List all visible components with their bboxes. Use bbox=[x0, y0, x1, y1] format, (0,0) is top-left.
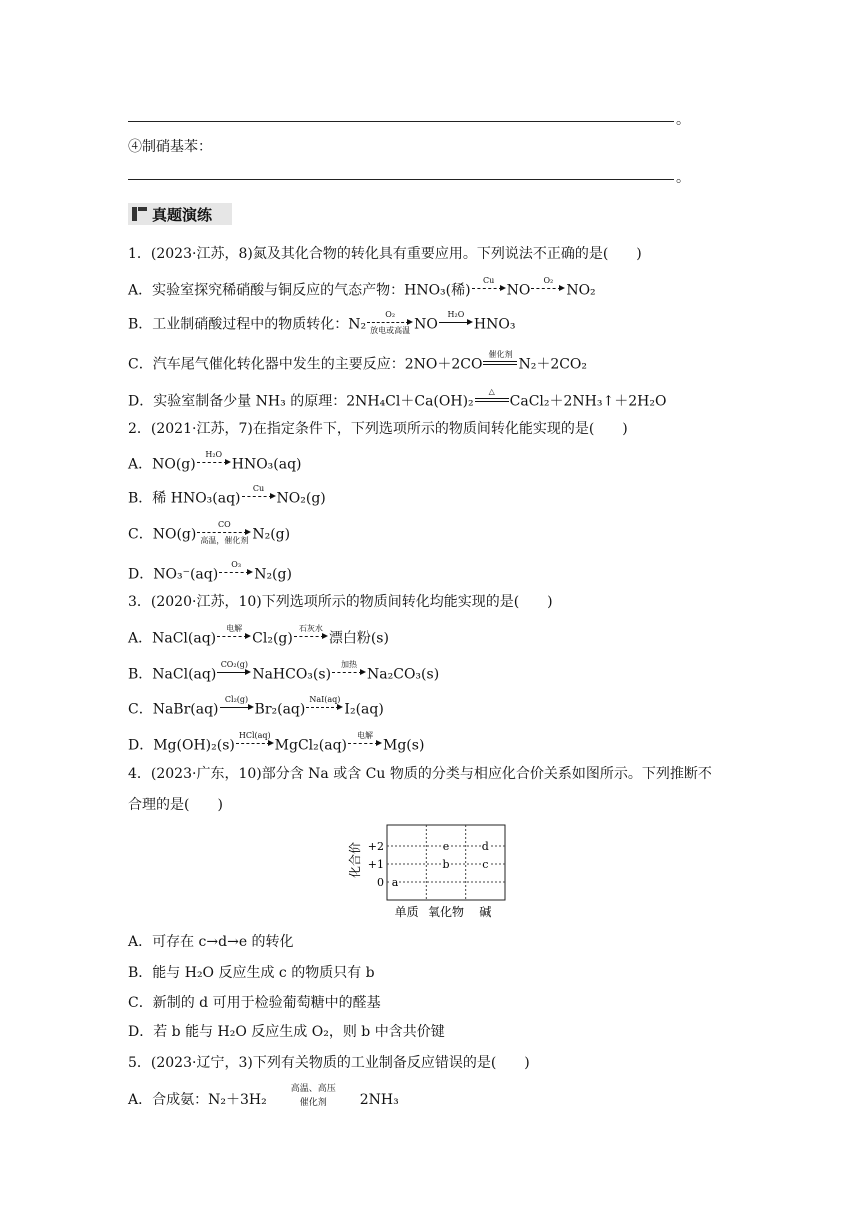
q2-option-a[interactable]: A．NO(g) H₂O HNO₃(aq) bbox=[128, 452, 302, 477]
q5-option-a[interactable]: A．合成氨：N₂＋3H₂ 高温、高压 催化剂 2NH₃ bbox=[128, 1084, 399, 1108]
section-header bbox=[128, 203, 232, 225]
reaction-arrow: O₂ 放电或高温 bbox=[367, 310, 413, 335]
valence-chart bbox=[347, 820, 512, 920]
answer-blank-line[interactable] bbox=[128, 179, 674, 180]
chart-yticks bbox=[368, 840, 384, 889]
reaction-arrow: HCl(aq) bbox=[236, 731, 274, 756]
q4-option-b[interactable]: B．能与 H₂O 反应生成 c 的物质只有 b bbox=[128, 965, 375, 981]
q3-option-b[interactable]: B．NaCl(aq) CO₂(g) NaHCO₃(s) 加热 Na₂CO₃(s) bbox=[128, 662, 439, 687]
reaction-arrow: Cu bbox=[242, 484, 276, 509]
chart-xtick-label: 氧化物 bbox=[427, 905, 465, 919]
q2-option-d[interactable]: D．NO₃⁻(aq) O₃ N₂(g) bbox=[128, 562, 292, 587]
section-bar-icon bbox=[132, 207, 148, 221]
period-mark: 。 bbox=[676, 170, 690, 186]
chart-ytick-label: 0 bbox=[377, 876, 384, 889]
reaction-arrow: CO₂(g) bbox=[217, 660, 251, 685]
q5-stem: 5．(2023·辽宁，3)下列有关物质的工业制备反应错误的是( ) bbox=[128, 1055, 530, 1071]
answer-blank-line[interactable] bbox=[128, 121, 674, 122]
q4-option-a[interactable]: A．可存在 c→d→e 的转化 bbox=[128, 934, 294, 950]
reaction-arrow: O₃ bbox=[219, 560, 253, 585]
q4-item-label: ④制硝基苯： bbox=[128, 139, 212, 155]
q4-stem-cont: 合理的是( ) bbox=[128, 797, 223, 813]
reaction-arrow: 石灰水 bbox=[294, 624, 328, 649]
reaction-condition: 高温、高压 催化剂 bbox=[290, 1084, 336, 1108]
chart-ytick-label: +1 bbox=[367, 858, 384, 871]
reaction-arrow: O₂ bbox=[531, 276, 565, 301]
q3-stem: 3．(2020·江苏，10)下列选项所示的物质间转化均能实现的是( ) bbox=[128, 594, 553, 610]
chart-point-c: c bbox=[482, 858, 489, 871]
q1-option-b[interactable]: B．工业制硝酸过程中的物质转化：N₂ O₂ 放电或高温 NO H₂O HNO₃ bbox=[128, 310, 516, 335]
reaction-arrow: NaI(aq) bbox=[306, 695, 343, 720]
q1-option-d[interactable]: D．实验室制备少量 NH₃ 的原理：2NH₄Cl＋Ca(OH)₂ △ CaCl₂＋2NH₃↑＋2H₂O bbox=[128, 389, 666, 414]
reaction-arrow: H₂O bbox=[197, 450, 231, 475]
reaction-arrow: 电解 bbox=[348, 731, 382, 756]
equals-sign-icon: △ bbox=[475, 387, 509, 412]
q3-option-a[interactable]: A．NaCl(aq) 电解 Cl₂(g) 石灰水 漂白粉(s) bbox=[128, 626, 389, 651]
q1-option-a[interactable]: A．实验室探究稀硝酸与铜反应的气态产物：HNO₃(稀) Cu NO O₂ NO₂ bbox=[128, 278, 596, 303]
chart-xticks bbox=[395, 904, 492, 919]
reaction-arrow: Cu bbox=[472, 276, 506, 301]
reaction-arrow: H₂O bbox=[439, 310, 473, 335]
q4-stem: 4．(2023·广东，10)部分含 Na 或含 Cu 物质的分类与相应化合价关系如图所示。下列推断不 bbox=[128, 766, 712, 782]
period-mark: 。 bbox=[676, 112, 690, 128]
reaction-arrow: Cl₂(g) bbox=[220, 695, 254, 720]
equals-sign-icon: 催化剂 bbox=[483, 350, 517, 375]
q3-option-d[interactable]: D．Mg(OH)₂(s) HCl(aq) MgCl₂(aq) 电解 Mg(s) bbox=[128, 733, 424, 758]
q1-stem: 1．(2023·江苏，8)氮及其化合物的转化具有重要应用。下列说法不正确的是( ) bbox=[128, 246, 642, 262]
reaction-arrow: 电解 bbox=[217, 624, 251, 649]
q2-option-c[interactable]: C．NO(g) CO 高温，催化剂 N₂(g) bbox=[128, 520, 291, 545]
chart-point-a: a bbox=[391, 876, 399, 889]
q2-option-b[interactable]: B．稀 HNO₃(aq) Cu NO₂(g) bbox=[128, 486, 326, 511]
q1-option-c[interactable]: C．汽车尾气催化转化器中发生的主要反应：2NO＋2CO 催化剂 N₂＋2CO₂ bbox=[128, 352, 587, 377]
chart-point-e: e bbox=[442, 840, 450, 853]
q3-option-c[interactable]: C．NaBr(aq) Cl₂(g) Br₂(aq) NaI(aq) I₂(aq) bbox=[128, 697, 384, 722]
chart-xtick-label: 单质 bbox=[394, 905, 419, 919]
q2-stem: 2．(2021·江苏，7)在指定条件下，下列选项所示的物质间转化能实现的是( ) bbox=[128, 421, 628, 437]
chart-xtick-label: 碱 bbox=[479, 905, 492, 919]
chart-ytick-label: +2 bbox=[367, 840, 384, 853]
chart-ylabel: 化合价 bbox=[348, 841, 362, 879]
chart-point-b: b bbox=[442, 858, 450, 871]
reaction-arrow: 加热 bbox=[332, 660, 366, 685]
reaction-arrow: CO 高温，催化剂 bbox=[197, 520, 251, 545]
q4-option-d[interactable]: D．若 b 能与 H₂O 反应生成 O₂，则 b 中含共价键 bbox=[128, 1024, 445, 1040]
section-title: 真题演练 bbox=[152, 205, 213, 224]
chart-point-d: d bbox=[481, 840, 489, 853]
q4-option-c[interactable]: C．新制的 d 可用于检验葡萄糖中的醛基 bbox=[128, 995, 381, 1011]
